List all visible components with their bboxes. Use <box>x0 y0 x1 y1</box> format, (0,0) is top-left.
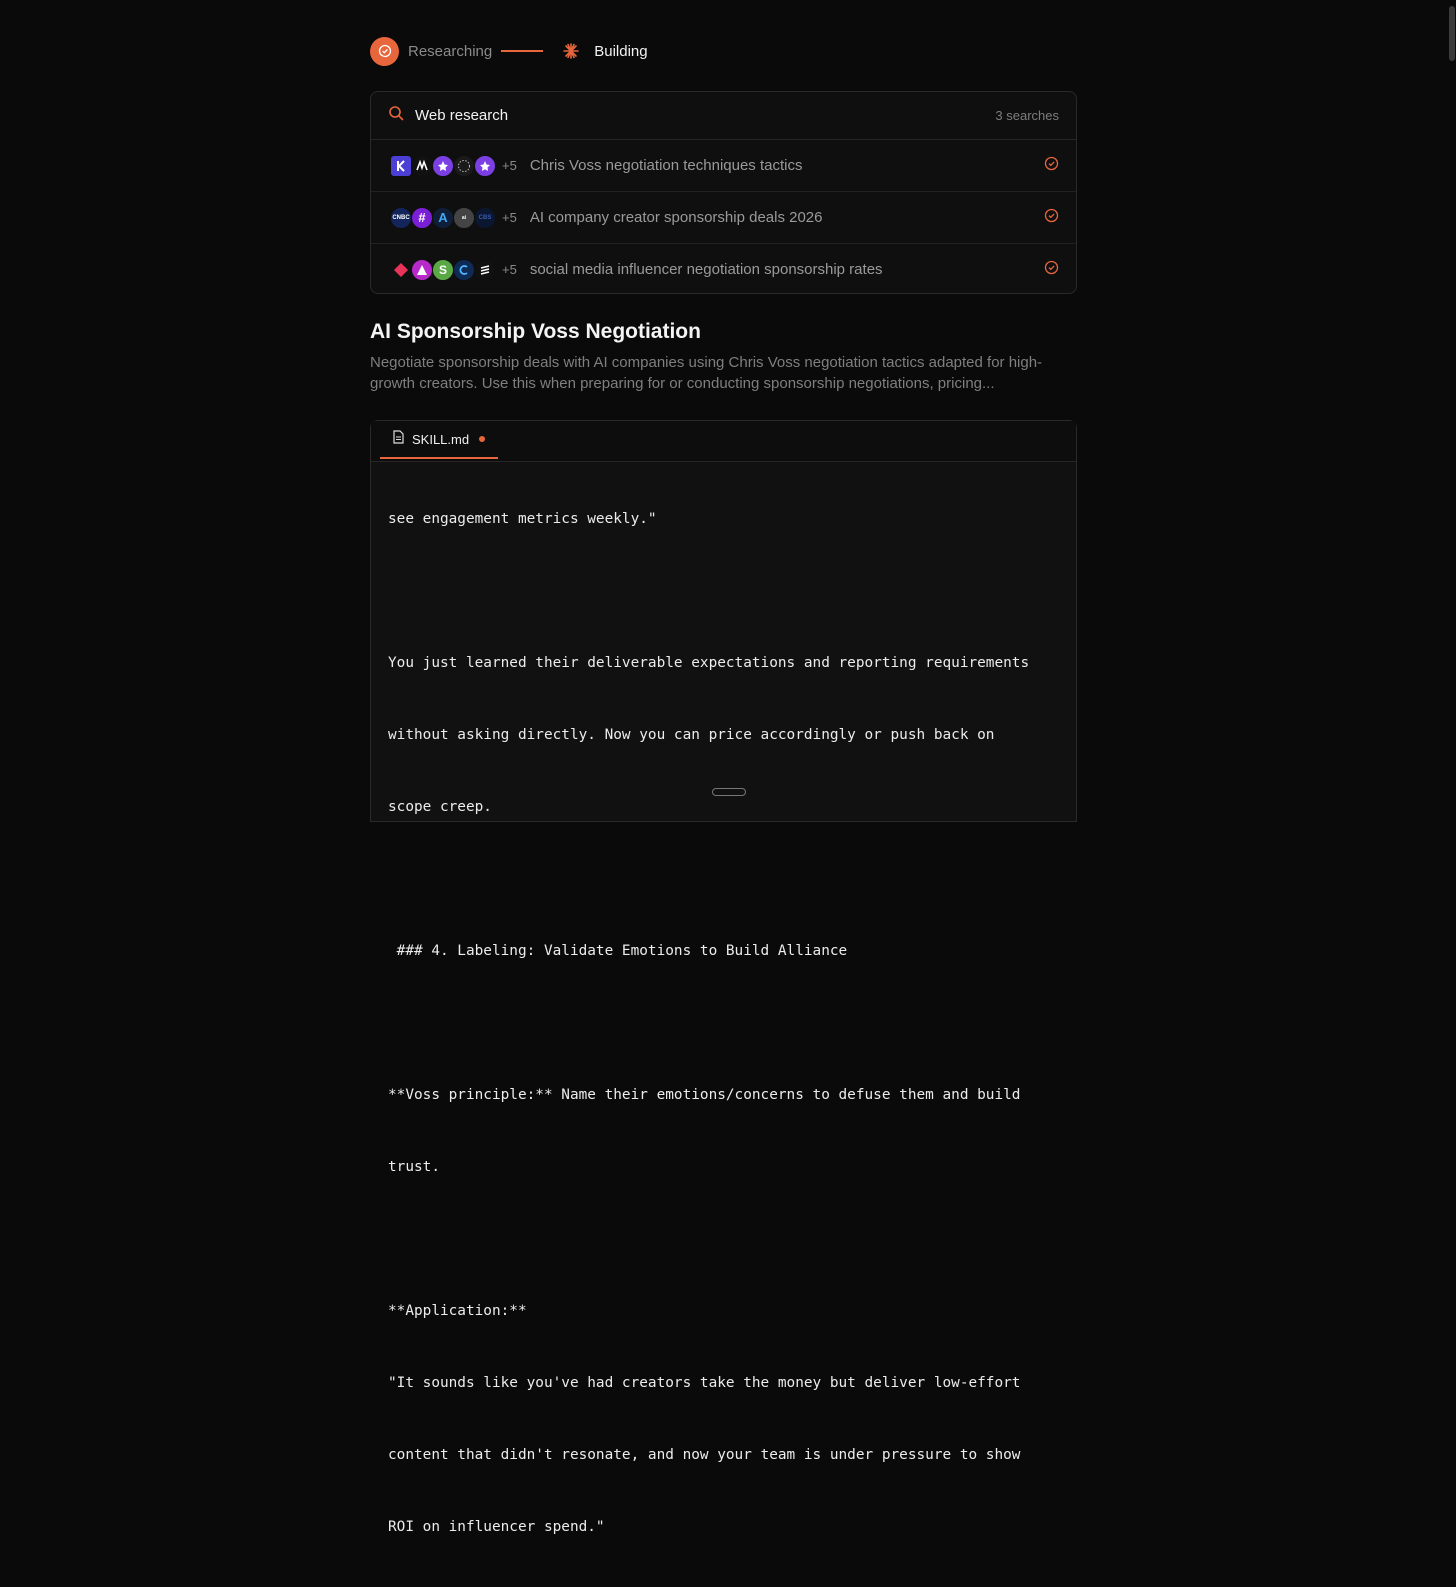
code-line: You just learned their deliverable expectations and reporting requirements <box>388 655 1030 671</box>
search-query: Chris Voss negotiation techniques tactics <box>529 157 803 174</box>
check-circle-icon <box>1044 260 1059 280</box>
favicon-icon <box>411 259 433 281</box>
step-researching-label: Researching <box>408 42 493 60</box>
source-favicons <box>390 207 495 229</box>
source-favicons <box>390 155 495 177</box>
more-sources-count: +5 <box>502 158 517 173</box>
code-content[interactable] <box>388 459 1068 1587</box>
code-line: ### 4. Labeling: Validate Emotions to Build Alliance <box>388 943 848 959</box>
scrollbar-thumb[interactable] <box>1449 6 1455 61</box>
tab-skill-md[interactable] <box>380 421 498 459</box>
scroll-indicator <box>712 788 746 796</box>
favicon-icon: # <box>411 207 433 229</box>
favicon-icon: CBS <box>474 207 496 229</box>
search-row[interactable] <box>371 140 1076 192</box>
code-line: scope creep. <box>388 799 492 815</box>
favicon-icon <box>474 259 496 281</box>
favicon-icon: CNBC <box>390 207 412 229</box>
file-tab-bar <box>371 421 1076 462</box>
page-scrollbar[interactable] <box>1448 0 1456 807</box>
search-icon <box>388 105 404 126</box>
favicon-icon <box>453 155 475 177</box>
step-connector <box>501 50 543 52</box>
progress-stepper <box>370 36 648 66</box>
search-row[interactable] <box>371 244 1076 295</box>
code-line <box>388 867 1068 891</box>
code-line: ROI on influencer spend." <box>388 1519 605 1535</box>
more-sources-count: +5 <box>502 210 517 225</box>
search-query: AI company creator sponsorship deals 2026 <box>529 209 823 226</box>
search-row[interactable] <box>371 192 1076 244</box>
favicon-icon: ai <box>453 207 475 229</box>
file-viewer <box>370 420 1077 1535</box>
code-line: "It sounds like you've had creators take the money but deliver low-effort <box>388 1375 1021 1391</box>
spark-icon <box>562 42 580 60</box>
web-research-header[interactable] <box>371 92 1076 140</box>
unsaved-dot <box>479 436 485 442</box>
web-research-title: Web research <box>415 107 509 124</box>
code-line: **Voss principle:** Name their emotions/concerns to defuse them and build <box>388 1087 1021 1103</box>
favicon-icon <box>390 259 412 281</box>
more-sources-count: +5 <box>502 262 517 277</box>
favicon-icon <box>432 155 454 177</box>
code-line: **Application:** <box>388 1303 527 1319</box>
step-building-label: Building <box>594 42 648 60</box>
code-line <box>388 1227 1068 1251</box>
code-line: content that didn't resonate, and now your team is under pressure to show <box>388 1447 1021 1463</box>
check-circle-icon <box>1044 156 1059 176</box>
skill-title: AI Sponsorship Voss Negotiation <box>370 320 701 343</box>
favicon-icon <box>474 155 496 177</box>
check-circle-icon <box>1044 208 1059 228</box>
favicon-icon: A <box>432 207 454 229</box>
code-line: trust. <box>388 1159 440 1175</box>
search-count: 3 searches <box>995 108 1059 123</box>
code-line: see engagement metrics weekly." <box>388 511 657 527</box>
favicon-icon <box>390 155 412 177</box>
web-research-card <box>370 91 1077 294</box>
source-favicons <box>390 259 495 281</box>
code-line <box>388 1011 1068 1035</box>
step-researching-check-icon <box>370 37 399 66</box>
favicon-icon <box>411 155 433 177</box>
skill-description: Negotiate sponsorship deals with AI companies using Chris Voss negotiation tactics adapted for high-growth creators. Use this when preparing for or conducting sponsorship negotiations, pricing... <box>370 354 1043 392</box>
document-icon <box>392 430 405 449</box>
code-line: without asking directly. Now you can price accordingly or push back on <box>388 727 995 743</box>
favicon-icon: S <box>432 259 454 281</box>
tab-label: SKILL.md <box>412 431 470 447</box>
search-query: social media influencer negotiation sponsorship rates <box>529 261 883 278</box>
favicon-icon <box>453 259 475 281</box>
code-line <box>388 579 1068 603</box>
